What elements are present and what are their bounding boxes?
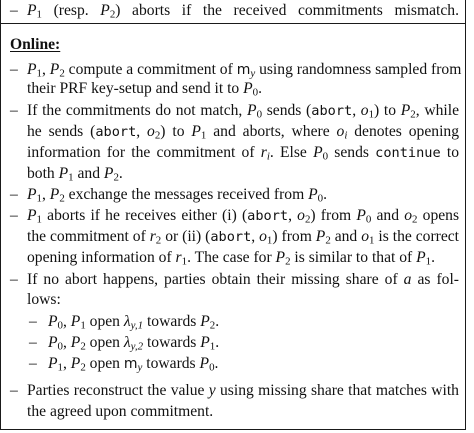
sub-list-item: – $P_1$, $P_2$ open $m_y$ towards $P_0$. xyxy=(29,355,219,374)
list-item-continuation: opening information of $r_1$. The case for $P_2$ is similar to that of $P_1$. xyxy=(27,249,436,268)
bullet-dash: – xyxy=(29,334,37,351)
bullet-dash: – xyxy=(10,102,18,119)
list-item: – $P_1$, $P_2$ exchange the messages received from $P_0$. xyxy=(10,186,327,205)
bullet-dash: – xyxy=(10,382,18,399)
section-heading: Online: xyxy=(10,36,61,53)
bullet-dash: – xyxy=(29,355,37,372)
list-item: – Parties reconstruct the value y using missing share that matches with xyxy=(10,382,459,399)
list-item-continuation: he sends (abort, $o_2$) to $P_1$ and aborts, where $o_i$ denotes opening xyxy=(27,123,459,142)
list-item-continuation: the agreed upon commitment. xyxy=(27,403,214,420)
list-item: – $P_1$, $P_2$ compute a commitment of $m_y$ using randomness sampled from xyxy=(10,61,462,80)
list-item-continuation: the commitment of $r_2$ or (ii) (abort, $o_1$) from $P_2$ and $o_1$ is the correct xyxy=(27,228,460,247)
bullet-dash: – xyxy=(29,313,37,330)
list-item: – If no abort happens, parties obtain their missing share of a as fol- xyxy=(10,271,459,288)
sub-list-item: – $P_0$, $P_2$ open $\lambda_{y,2}$ towards $P_1$. xyxy=(29,334,220,353)
list-item: – $P_1$ aborts if he receives either (i) (abort, $o_2$) from $P_0$ and $o_2$ opens xyxy=(10,207,460,226)
list-item-continuation: lows: xyxy=(27,291,61,308)
sub-list-item: – $P_0$, $P_1$ open $\lambda_{y,1}$ towards $P_2$. xyxy=(29,313,220,332)
bullet-dash: – xyxy=(10,61,18,78)
bullet-dash: – xyxy=(10,207,18,224)
bullet-dash: – xyxy=(10,2,18,19)
bullet-dash: – xyxy=(10,271,18,288)
list-item-continuation: information for the commitment of $r_i$. Else $P_0$ sends continue to xyxy=(27,144,459,163)
section-divider xyxy=(1,23,465,24)
list-item: – If the commitments do not match, $P_0$ sends (abort, $o_1$) to $P_2$, while xyxy=(10,102,459,121)
bullet-dash: – xyxy=(10,186,18,203)
list-item-continuation: both $P_1$ and $P_2$. xyxy=(27,165,123,184)
list-item: – $P_1$ (resp. $P_2$) aborts if the received commitments mismatch. xyxy=(10,2,459,21)
list-item-continuation: their PRF key-setup and send it to $P_0$. xyxy=(27,80,263,99)
